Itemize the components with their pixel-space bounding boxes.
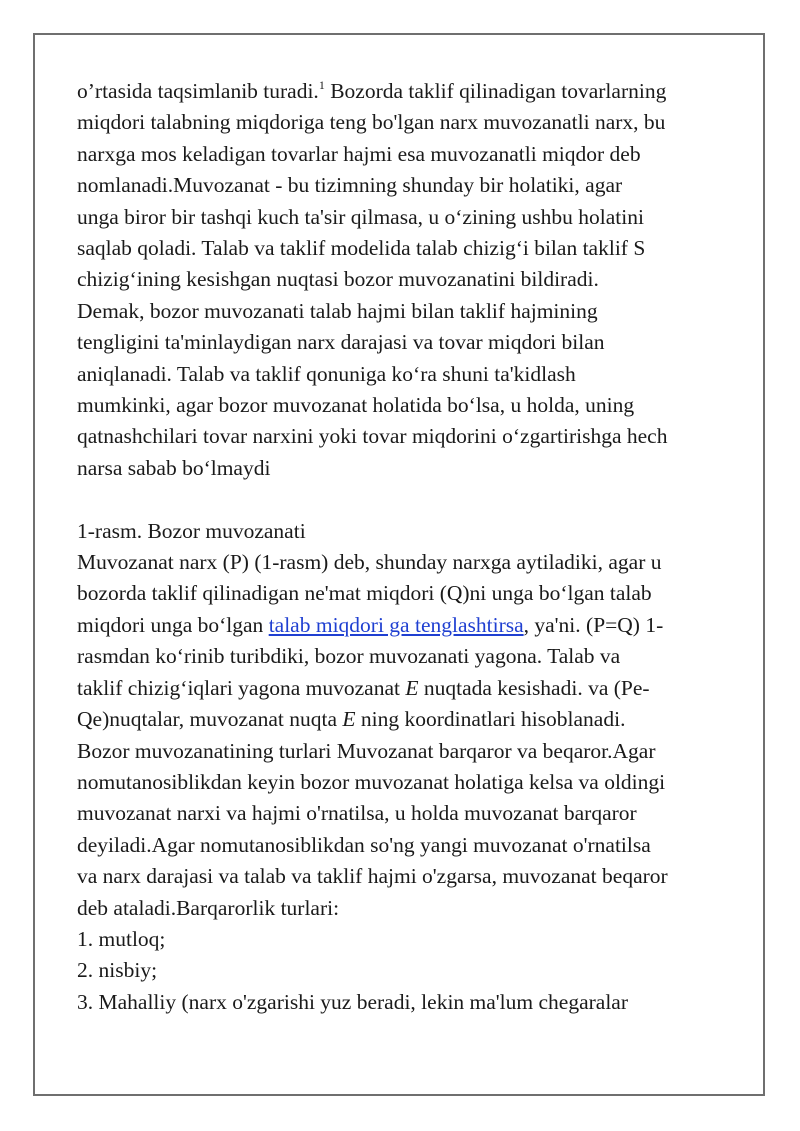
text-line: miqdori talabning miqdoriga teng bo'lgan narx muvozanatli narx, bu: [77, 110, 666, 135]
text-line: narsa sabab bo‘lmaydi: [77, 455, 271, 480]
text-line: saqlab qoladi. Talab va taklif modelida talab chizig‘i bilan taklif S: [77, 236, 646, 261]
text-segment: nuqtada kesishadi. va (Pe-: [418, 675, 650, 700]
list-item: 2. nisbiy;: [77, 958, 158, 983]
list-item: 1. mutloq;: [77, 926, 166, 951]
text-line: chizig‘ining kesishgan nuqtasi bozor muvozanatini bildiradi.: [77, 267, 599, 292]
text-segment: , ya'ni. (P=Q) 1-: [523, 612, 664, 637]
text-segment: miqdori unga bo‘lgan: [77, 612, 269, 637]
hyperlink[interactable]: talab miqdori ga tenglashtirsa: [268, 612, 524, 637]
italic-symbol: E: [405, 675, 419, 700]
text-line: rasmdan ko‘rinib turibdiki, bozor muvozanati yagona. Talab va: [77, 644, 621, 669]
text-line: [77, 673, 757, 704]
text-line: va narx darajasi va talab va taklif hajmi o'zgarsa, muvozanat beqaror: [77, 864, 668, 889]
text-line: [77, 76, 757, 107]
text-line: aniqlanadi. Talab va taklif qonuniga ko‘ra shuni ta'kidlash: [77, 361, 576, 386]
text-line: narxga mos keladigan tovarlar hajmi esa muvozanatli miqdor deb: [77, 141, 641, 166]
italic-symbol: E: [342, 707, 356, 732]
text-line: [77, 610, 757, 641]
text-line: bozorda taklif qilinadigan ne'mat miqdori (Q)ni unga bo‘lgan talab: [77, 581, 652, 606]
text-segment: ning koordinatlari hisoblanadi.: [355, 707, 626, 732]
text-line: nomlanadi.Muvozanat - bu tizimning shunday bir holatiki, agar: [77, 173, 623, 198]
text-line: mumkinki, agar bozor muvozanat holatida bo‘lsa, u holda, uning: [77, 393, 635, 418]
list-item: 3. Mahalliy (narx o'zgarishi yuz beradi, lekin ma'lum chegaralar: [77, 989, 629, 1014]
text-segment: Qe)nuqtalar, muvozanat nuqta: [77, 707, 343, 732]
stability-types-list: [77, 924, 757, 1018]
text-segment: o’rtasida taqsimlanib turadi.: [77, 79, 319, 103]
text-line: muvozanat narxi va hajmi o'rnatilsa, u holda muvozanat barqaror: [77, 801, 637, 826]
text-line: Muvozanat narx (P) (1-rasm) deb, shunday narxga aytiladiki, agar u: [77, 550, 662, 575]
text-line: Demak, bozor muvozanati talab hajmi bilan taklif hajmining: [77, 298, 598, 323]
text-line: tengligini ta'minlaydigan narx darajasi va tovar miqdori bilan: [77, 330, 605, 355]
text-line: deyiladi.Agar nomutanosiblikdan so'ng yangi muvozanat o'rnatilsa: [77, 832, 651, 857]
text-line: nomutanosiblikdan keyin bozor muvozanat holatiga kelsa va oldingi: [77, 769, 666, 794]
text-line: qatnashchilari tovar narxini yoki tovar miqdorini o‘zgartirishga hech: [77, 424, 668, 449]
text-line: unga biror bir tashqi kuch ta'sir qilmasa, u o‘zining ushbu holatini: [77, 204, 644, 229]
paragraph-equilibrium-intro: [77, 76, 757, 484]
figure-caption: 1-rasm. Bozor muvozanati: [77, 518, 306, 543]
text-line: Bozor muvozanatining turlari Muvozanat barqaror va beqaror.Agar: [77, 738, 656, 763]
text-line: [77, 704, 757, 735]
text-line: deb ataladi.Barqarorlik turlari:: [77, 895, 340, 920]
text-segment: taklif chizig‘iqlari yagona muvozanat: [77, 675, 406, 700]
paragraph-spacer: [77, 484, 757, 515]
text-segment: Bozorda taklif qilinadigan tovarlarning: [324, 79, 667, 103]
footnote-marker[interactable]: 1: [318, 78, 325, 92]
paragraph-equilibrium-price: [77, 547, 757, 924]
document-body: [77, 76, 757, 1018]
